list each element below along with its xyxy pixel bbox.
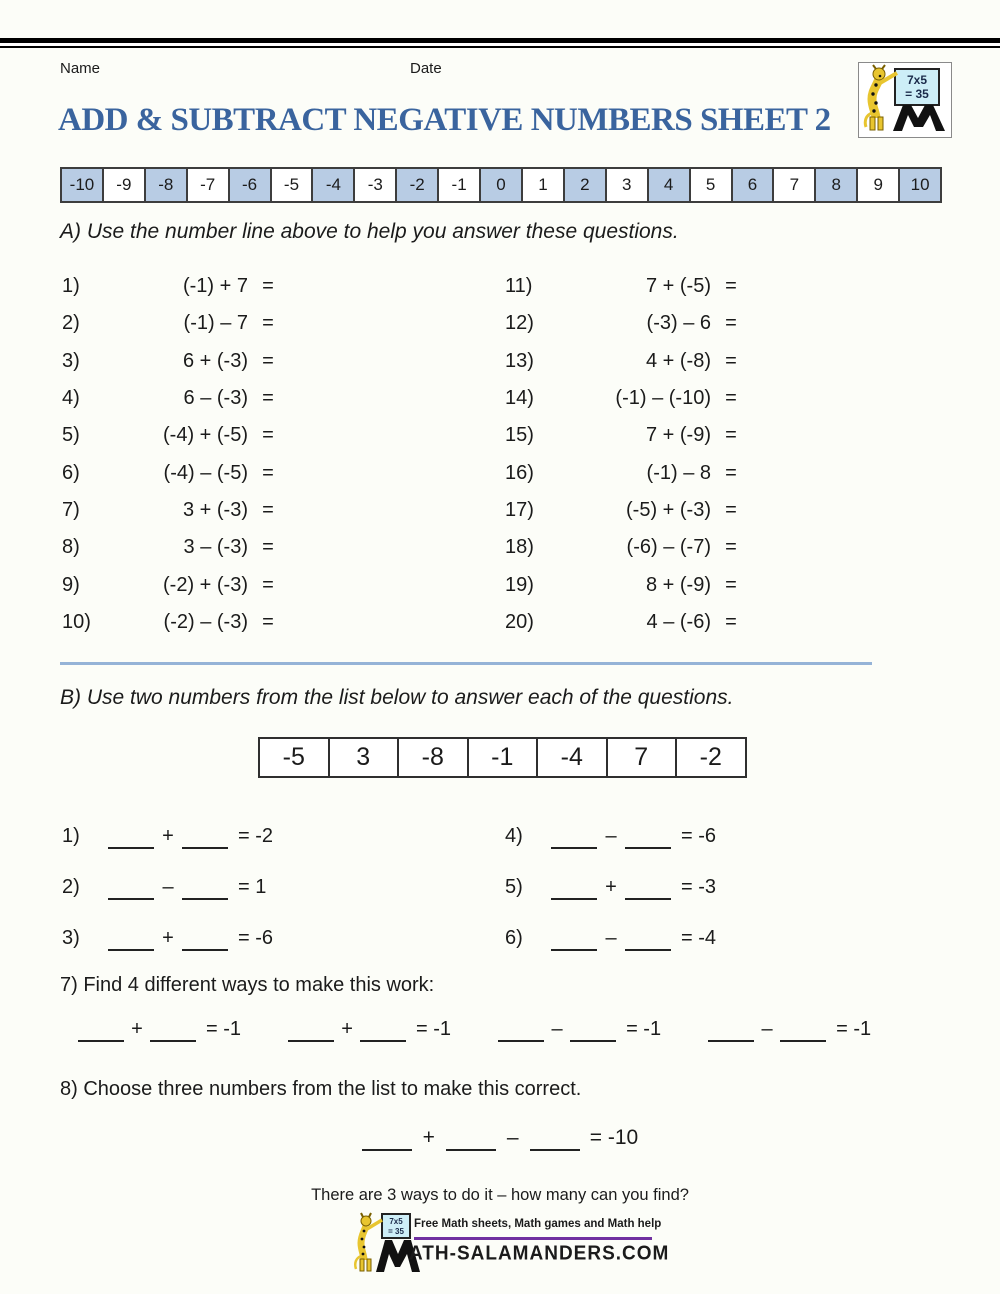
section-a-heading: A) Use the number line above to help you answer these questions. [60,220,679,243]
answer-blank [288,1018,334,1042]
question-number: 8) [62,536,80,559]
question-number: 3) [62,927,80,949]
question8-equation [0,1126,1000,1151]
equation-result: = -1 [836,1018,872,1040]
question-row [62,380,280,417]
question-number: 20) [505,610,534,633]
number-list-cell: 3 [328,739,398,776]
answer-blank [78,1018,124,1042]
question-expression: 4 – (-6) [646,610,711,633]
question-row [62,492,280,529]
equation-group [708,1018,871,1042]
answer-blank [551,825,597,849]
footer-note: There are 3 ways to do it – how many can you find? [311,1186,689,1204]
question-expression: (-1) – 8 [646,461,711,484]
number-list-cell: 7 [606,739,676,776]
operator: + [422,1126,435,1149]
answer-blank [551,927,597,951]
question-expression: 6 – (-3) [183,387,248,410]
number-cell: -6 [228,169,270,201]
answer-blank [108,927,154,951]
fill-in-row [62,798,273,849]
equals-sign: = [262,424,274,447]
question-row [505,492,743,529]
number-cell: 8 [814,169,856,201]
question-row [62,604,280,641]
answer-blank [498,1018,544,1042]
equation-group [498,1018,661,1042]
answer-blank [625,876,671,900]
equals-sign: = [725,498,737,521]
answer-blank [625,927,671,951]
answer-blank [551,876,597,900]
number-cell: -2 [395,169,437,201]
fill-in-row [505,849,716,900]
equation-result: = -6 [681,825,717,847]
answer-blank [108,876,154,900]
question-expression: 3 + (-3) [182,498,248,521]
equation-result: = -1 [416,1018,452,1040]
answer-blank [446,1127,496,1151]
question-row [62,268,280,305]
question8-heading: 8) Choose three numbers from the list to make this correct. [60,1078,582,1100]
question-expression: 7 + (-5) [645,275,711,298]
answer-blank [625,825,671,849]
operator: + [162,825,174,847]
question-number: 7) [62,498,80,521]
answer-blank [182,876,228,900]
number-cell: -5 [270,169,312,201]
number-cell: -10 [62,169,102,201]
equals-sign: = [725,387,737,410]
number-list-cell: -5 [282,743,305,771]
number-cell: -9 [102,169,144,201]
question-number: 5) [505,876,523,898]
question-number: 3) [62,349,80,372]
equals-sign: = [725,573,737,596]
equation-result: = -1 [206,1018,242,1040]
operator: – [605,825,617,847]
question-number: 13) [505,349,534,372]
equals-sign: = [262,275,274,298]
number-cell: 7 [772,169,814,201]
question-expression: (-1) + 7 [182,275,248,298]
question-expression: (-4) + (-5) [163,424,248,447]
answer-blank [780,1018,826,1042]
number-cell: -8 [144,169,186,201]
question7-equations [78,1018,938,1042]
question-number: 1) [62,275,80,298]
number-list-cell: -4 [536,739,606,776]
number-cell: 9 [856,169,898,201]
question-number: 18) [505,536,534,559]
fill-in-row [62,849,273,900]
number-cell: 3 [605,169,647,201]
operator: – [162,876,174,898]
equation-result: = -1 [626,1018,662,1040]
equals-sign: = [725,275,737,298]
logo-rule [414,1237,652,1240]
question-expression: (-3) – 6 [646,312,711,335]
answer-blank [362,1127,412,1151]
equation-result: = 1 [238,876,267,898]
date-label: Date [410,60,442,77]
number-list-cell: -1 [467,739,537,776]
number-cell: 4 [647,169,689,201]
equation-result: = -2 [238,825,274,847]
question-row [505,529,743,566]
fill-in-row [62,900,273,951]
section-divider [60,662,872,665]
question-number: 12) [505,312,534,335]
equals-sign: = [262,461,274,484]
number-cell: -4 [311,169,353,201]
equals-sign: = [725,536,737,559]
question-expression: 8 + (-9) [645,573,711,596]
question-row [62,417,280,454]
equals-sign: = [262,498,274,521]
equation-group [288,1018,451,1042]
question-number: 9) [62,573,80,596]
section-b-right-column [505,798,716,951]
logo-sitename: ATH-SALAMANDERS.COM [409,1242,670,1265]
equals-sign: = [262,573,274,596]
question-expression: (-6) – (-7) [626,536,711,559]
question-expression: (-2) – (-3) [163,610,248,633]
section-b-heading: B) Use two numbers from the list below to answer each of the questions. [60,686,734,709]
question-expression: (-5) + (-3) [626,498,711,521]
question-expression: 4 + (-8) [645,349,711,372]
number-line [60,167,942,203]
question-number: 19) [505,573,534,596]
question-expression: 3 – (-3) [183,536,248,559]
answer-blank [360,1018,406,1042]
top-double-rule [0,38,1000,48]
equation-result: = -3 [681,876,717,898]
equation-group [78,1018,241,1042]
equals-sign: = [725,610,737,633]
section-b-left-column [62,798,273,951]
equals-sign: = [262,610,274,633]
equation-result: = -6 [238,927,274,949]
logo-board-line1: 7x5 [389,1217,403,1226]
equals-sign: = [725,349,737,372]
question-row [505,454,743,491]
fill-in-row [505,798,716,849]
question-row [505,380,743,417]
question-number: 4) [505,825,523,847]
question-number: 1) [62,825,80,847]
operator: – [605,927,617,949]
question-expression: 6 + (-3) [182,349,248,372]
equals-sign: = [262,312,274,335]
question-row [505,566,743,603]
question-number: 4) [62,387,80,410]
equation-result: = -4 [681,927,717,949]
operator: – [506,1126,519,1149]
question-row [505,604,743,641]
answer-blank [708,1018,754,1042]
logo-board-line2: = 35 [388,1227,404,1236]
question-expression: (-1) – 7 [183,312,248,335]
operator: – [761,1018,773,1040]
question-number: 5) [62,424,80,447]
number-cell: 5 [689,169,731,201]
equals-sign: = [725,424,737,447]
operator: + [341,1018,353,1040]
logo-board-line1: 7x5 [906,73,928,87]
operator: – [551,1018,563,1040]
answer-blank [182,927,228,951]
footer-logo [352,1212,670,1274]
name-label: Name [60,60,101,77]
question7-heading: 7) Find 4 different ways to make this work: [60,974,435,996]
equals-sign: = [725,312,737,335]
question-expression: (-1) – (-10) [615,387,711,410]
operator: + [162,927,174,949]
answer-blank [182,825,228,849]
question-row [62,305,280,342]
number-cell: 1 [521,169,563,201]
section-a-right-column [505,268,743,641]
question-number: 15) [505,424,534,447]
question-row [62,343,280,380]
equals-sign: = [725,461,737,484]
number-cell: 6 [731,169,773,201]
answer-blank [570,1018,616,1042]
question-expression: (-2) + (-3) [163,573,248,596]
answer-blank [108,825,154,849]
equals-sign: = [262,349,274,372]
number-list-cell: -2 [675,739,745,776]
question-number: 2) [62,312,80,335]
answer-blank [530,1127,580,1151]
number-list [258,737,747,778]
logo-board-line2: = 35 [905,87,929,101]
number-cell: -7 [186,169,228,201]
section-a-left-column [62,268,280,641]
operator: + [131,1018,143,1040]
question-number: 17) [505,498,534,521]
question-row [62,529,280,566]
number-cell: 10 [898,169,940,201]
question-row [505,417,743,454]
number-cell: -3 [353,169,395,201]
question-expression: (-4) – (-5) [163,461,248,484]
question-expression: 7 + (-9) [645,424,711,447]
number-list-cell: -8 [397,739,467,776]
question-row [62,566,280,603]
question-number: 6) [505,927,523,949]
fill-in-row [505,900,716,951]
question-number: 10) [62,610,91,633]
answer-blank [150,1018,196,1042]
equals-sign: = [262,387,274,410]
question-number: 6) [62,461,80,484]
question-row [505,343,743,380]
number-cell: -1 [437,169,479,201]
equation-result: = -10 [589,1126,639,1149]
equals-sign: = [262,536,274,559]
question-number: 2) [62,876,80,898]
number-cell: 2 [563,169,605,201]
question-row [505,268,743,305]
question-number: 11) [505,275,533,298]
operator: + [605,876,617,898]
question-row [505,305,743,342]
page-title: ADD & SUBTRACT NEGATIVE NUMBERS SHEET 2 [58,102,831,138]
question-number: 14) [505,387,534,410]
logo-tagline: Free Math sheets, Math games and Math help [414,1218,662,1230]
number-cell: 0 [479,169,521,201]
question-number: 16) [505,461,534,484]
question-row [62,454,280,491]
